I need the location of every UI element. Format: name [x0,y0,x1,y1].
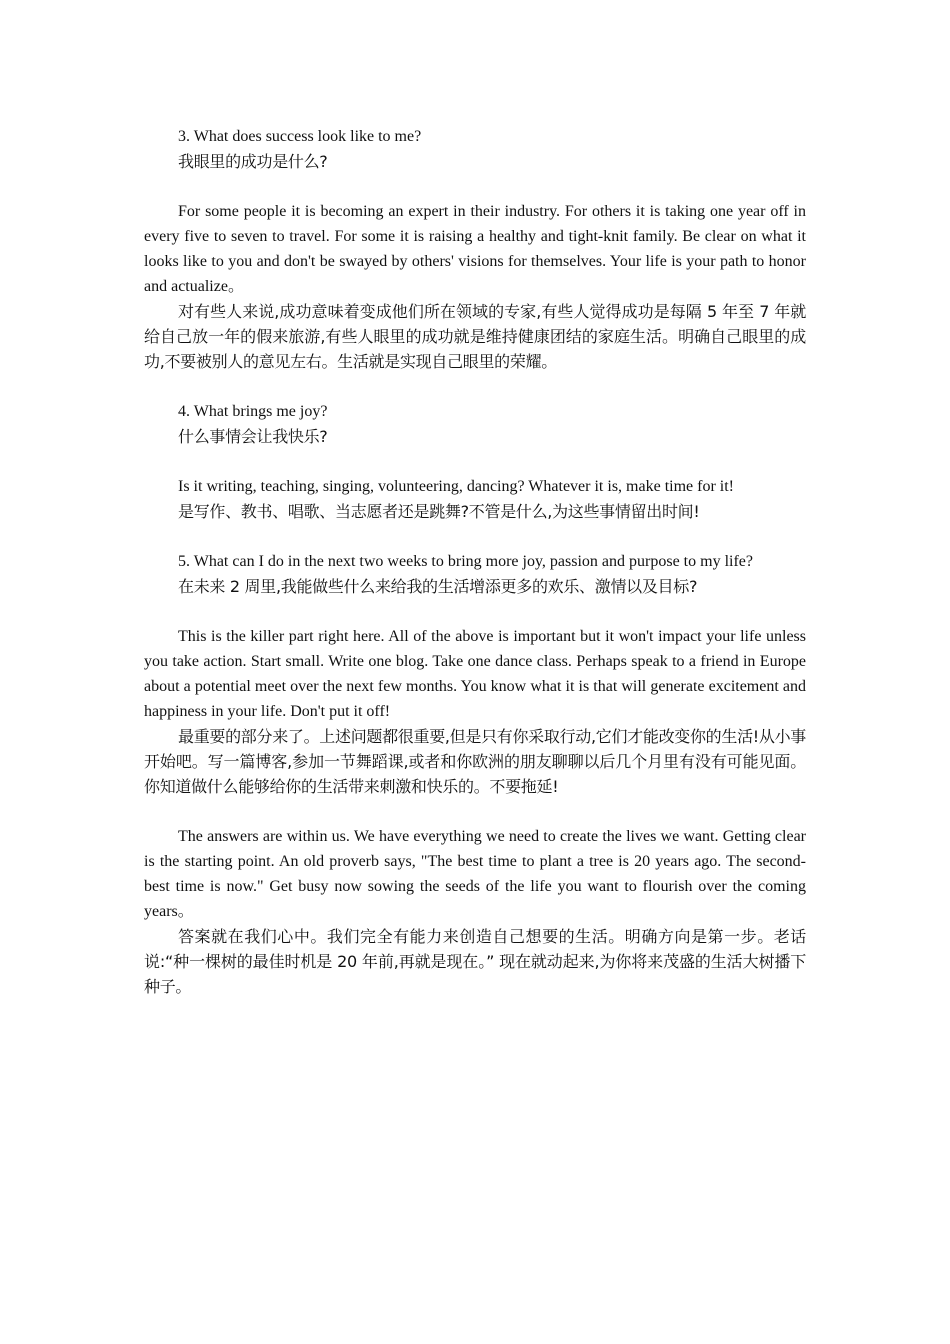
q4-body-en: Is it writing, teaching, singing, volunteering, dancing? Whatever it is, make time for it! [178,478,735,495]
spacer [144,599,806,624]
q5-body-en: This is the killer part right here. All of the above is important but it won't impact your life unless you take action. Start small. Write one blog. Take one dance class. Perhaps speak to a friend in Europe about a potential meet over the next few months. You know what it is that will generate excitement and happiness in your life. Don't put it off! [144,628,806,720]
q3-body-zh: 对有些人来说,成功意味着变成他们所在领域的专家,有些人觉得成功是每隔 5 年至 7 年就给自己放一年的假来旅游,有些人眼里的成功就是维持健康团结的家庭生活。明确自己眼里的成功,不要被别人的意见左右。生活就是实现自己眼里的荣耀。 [144,302,806,371]
spacer [144,799,806,824]
q5-heading-en: 5. What can I do in the next two weeks to bring more joy, passion and purpose to my life? [178,553,753,570]
q5-body-zh: 最重要的部分来了。上述问题都很重要,但是只有你采取行动,它们才能改变你的生活!从小事开始吧。写一篇博客,参加一节舞蹈课,或者和你欧洲的朋友聊聊以后几个月里有没有可能见面。你知道做什么能够给你的生活带来刺激和快乐的。不要拖延! [144,727,806,796]
q5-heading-zh: 在未来 2 周里,我能做些什么来给我的生活增添更多的欢乐、激情以及目标? [178,577,698,596]
q4-heading-en: 4. What brings me joy? [178,403,328,420]
spacer [144,374,806,399]
spacer [144,174,806,199]
q3-body-en: For some people it is becoming an expert in their industry. For others it is taking one year off in every five to seven to travel. For some it is raising a healthy and tight-knit family. Be clear on what it looks like to you and don't be swayed by others' visions for themselves. Your life is your path to honor and actualize。 [144,203,806,295]
conclusion-body-en: The answers are within us. We have everything we need to create the lives we want. Getting clear is the starting point. An old proverb says, "The best time to plant a tree is 20 years ago. The second-best time is now." Get busy now sowing the seeds of the life you want to flourish over the coming years。 [144,828,806,920]
spacer [144,524,806,549]
q4-heading-zh: 什么事情会让我快乐? [178,427,328,446]
spacer [144,449,806,474]
document-body [144,124,806,999]
q4-body-zh: 是写作、教书、唱歌、当志愿者还是跳舞?不管是什么,为这些事情留出时间! [178,502,700,521]
conclusion-body-zh: 答案就在我们心中。我们完全有能力来创造自己想要的生活。明确方向是第一步。老话说:“种一棵树的最佳时机是 20 年前,再就是现在。” 现在就动起来,为你将来茂盛的生活大树播下种子。 [144,927,806,996]
q3-heading-en: 3. What does success look like to me? [178,128,422,145]
q3-heading-zh: 我眼里的成功是什么? [178,152,328,171]
